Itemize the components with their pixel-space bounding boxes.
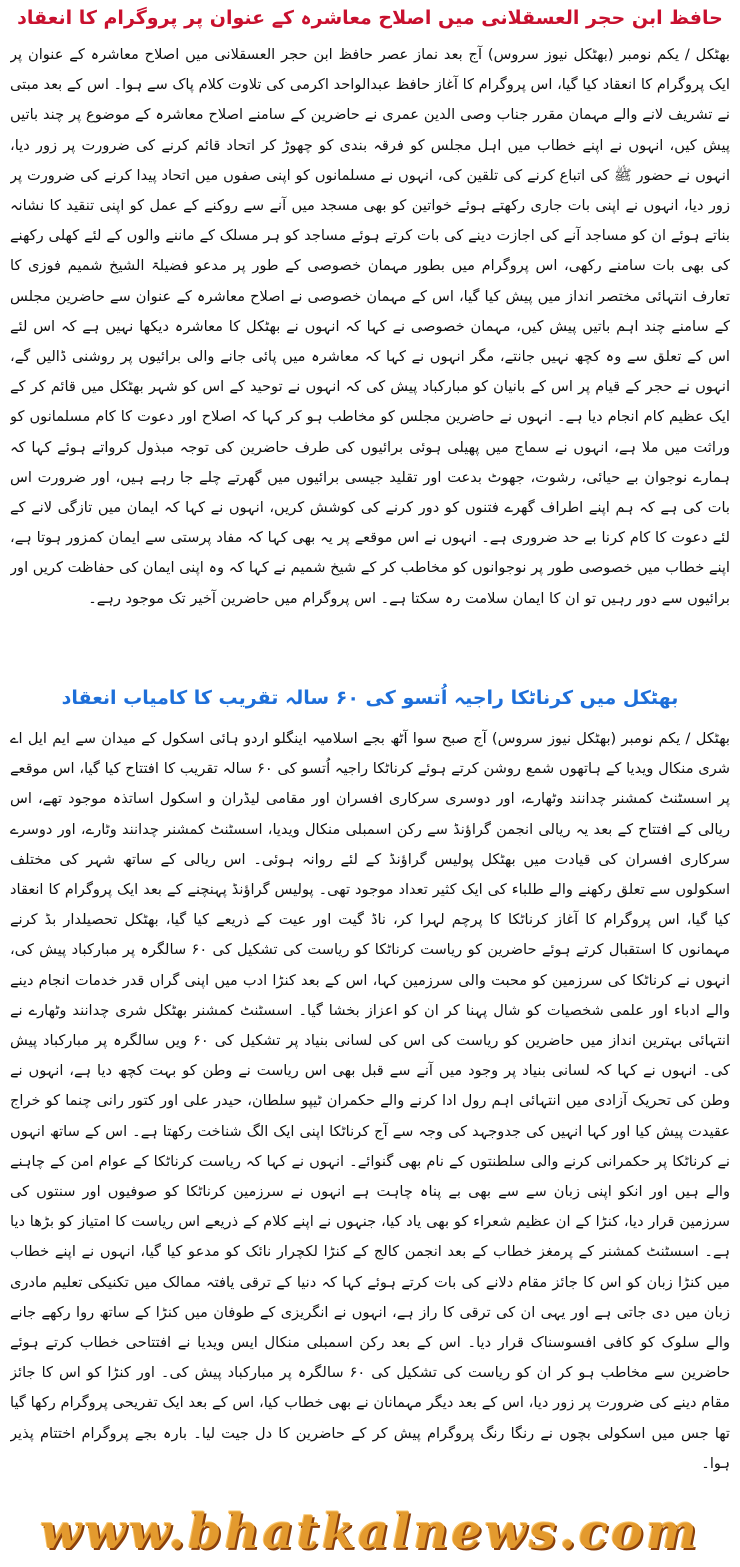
article-1-body: بھٹکل / یکم نومبر (بھٹکل نیوز سروس) آج بعد نماز عصر حافظ ابن حجر العسقلانی میں اصلاح معاشرہ کے عنوان پر ایک پروگرام کا انعقاد کیا گیا، اس پروگرام کا آغاز حافظ عبدالواحد اکرمی کی تلاوت کلام پاک سے ہوا۔ اس کے بعد مبتی نے تشریف لانے والے مہمان مقرر جناب وصی الدین عمری نے حاضرین کے سامنے اصلاح معاشرہ کے موضوع پر چند باتیں پیش کیں، انہوں نے اپنے خطاب میں اہل مجلس کو فرقہ بندی کو چھوڑ کر اتحاد قائم کرنے کی ضرورت پر زور دیا، انہوں نے حضور ﷺ کی اتباع کرنے کی تلقین کی، انہوں نے مسلمانوں کو اپنی صفوں میں اتحاد پیدا کرنے کی ضرورت پر زور دیا، انہوں نے اپنی بات جاری رکھتے ہوئے خواتین کو بھی مسجد میں آنے سے روکنے کے عمل کو اپنی تنقید کا نشانہ بناتے ہوئے ان کو مساجد آنے کی اجازت دینے کی بات کرتے ہوئے مساجد کو ہر مسلک کے ماننے والوں کے لئے کھلی رکھنے کی بھی بات سامنے رکھی، اس پروگرام میں بطور مہمان خصوصی کے طور پر مدعو فضیلۃ الشیخ شمیم فوزی کا تعارف انتہائی مختصر انداز میں پیش کیا گیا، اس کے مہمان خصوصی نے اصلاح معاشرہ کے عنوان سے حاضرین مجلس کے سامنے چند اہم باتیں پیش کیں، مہمان خصوصی نے کہا کہ انہوں نے بھٹکل کا معاشرہ دیکھا نہیں ہے کہ اس لئے اس کے تعلق سے وہ کچھ نہیں جانتے، مگر انہوں نے کہا کہ معاشرہ میں پائی جانے والی برائیوں پر روشنی ڈالیں گے، انہوں نے حجر کے قیام پر اس کے بانیان کو مبارکباد پیش کی کہ انہوں نے توحید کے اس کو شہر بھٹکل میں قائم کر کے ایک عظیم کام انجام دیا ہے۔ انہوں نے حاضرین مجلس کو مخاطب ہو کر کہا کہ اصلاح اور دعوت کا کام مسلمانوں کو وراثت میں ملا ہے، انہوں نے سماج میں پھیلی ہوئی برائیوں کی طرف حاضرین کی توجہ مبذول کرواتے ہوئے کہا کہ ہمارے نوجوان بے حیائی، رشوت، جھوٹ بدعت اور تقلید جیسی برائیوں میں گھرتے چلے جا رہے ہیں، اور ضرورت اس بات کی ہے کہ ہم اپنے اطراف گھرے فتنوں کو دور کرنے کی کوشش کریں، انہوں نے کہا کہ ایمان میں تازگی لانے کے لئے دعوت کا کام کرنا بے حد ضروری ہے۔ انہوں نے اس موقعے پر یہ بھی کہا کہ مفاد پرستی سے ایمان کمزور ہوتا ہے، اپنے خطاب میں خصوصی طور پر نوجوانوں کو مخاطب کر کے شیخ شمیم نے کہا کہ وہ اپنی ایمان کی حفاظت کریں اور برائیوں سے دور رہیں تو ان کا ایمان سلامت رہ سکتا ہے۔ اس پروگرام میں حاضرین آخیر تک موجود رہے۔ bbox=[10, 46, 730, 607]
article-2-headline: بھٹکل میں کرناٹکا راجیہ اُتسو کی ۶۰ سالہ تقریب کا کامیاب انعقاد bbox=[61, 687, 679, 709]
article-1-headline: حافظ ابن حجر العسقلانی میں اصلاح معاشرہ کے عنوان پر پروگرام کا انعقاد bbox=[17, 7, 723, 29]
site-watermark: www.bhatkalnews.com bbox=[40, 1504, 700, 1560]
article-2-body: بھٹکل / یکم نومبر (بھٹکل نیوز سروس) آج صبح سوا آٹھ بجے اسلامیہ اینگلو اردو ہائی اسکول کے میدان سے ایم ایل اے شری منکال ویدیا کے ہاتھوں شمع روشن کرتے ہوئے کرناٹکا راجیہ اُتسو کی ۶۰ سالہ تقریب کا افتتاح کیا گیا، اس موقعے پر اسسٹنٹ کمشنر چدانند وٹھارے، اور دوسری سرکاری افسران اور مقامی لیڈران و اسکول اساتذہ موجود تھے، اس ریالی کے افتتاح کے بعد یہ ریالی انجمن گراؤنڈ سے رکن اسمبلی منکال ویدیا، اسسٹنٹ کمشنر چدانند وٹارے، اور دوسرے سرکاری افسران کی قیادت میں بھٹکل پولیس گراؤنڈ کے لئے روانہ ہوئی۔ اس ریالی کے ساتھ شہر کی مختلف اسکولوں سے تعلق رکھنے والے طلباء کی ایک کثیر تعداد موجود تھی۔ پولیس گراؤنڈ پہنچنے کے بعد ایک پروگرام کا انعقاد کیا گیا، اس پروگرام کا آغاز کرناٹکا کا پرچم لہرا کر، ناڈ گیت اور عیت کے ذریعے کیا گیا، بھٹکل تحصیلدار بڈ کرنے مہمانوں کا استقبال کرتے ہوئے حاضرین کو ریاست کرناٹکا کو ریاست کی تشکیل کی ۶۰ سالگرہ پر مبارکباد پیش کی، انہوں نے کرناٹکا کی سرزمین کو محبت والی سرزمین کہا، اس کے بعد کنڑا ادب میں اپنی گراں قدر خدمات انجام دینے والے ادباء اور علمی شخصیات کو شال پہنا کر ان کو اعزاز بخشا گیا۔ اسسٹنٹ کمشنر بھٹکل شری چدانند وٹھارے نے انتہائی بہترین انداز میں حاضرین کو ریاست کی اس کی لسانی بنیاد پر تشکیل کی ۶۰ ویں سالگرہ پر مبارکباد پیش کی۔ انہوں نے کہا کہ لسانی بنیاد پر وجود میں آنے سے قبل بھی اس ریاست نے وطن کو بہت کچھ دیا ہے، انہوں نے وطن کی تحریک آزادی میں انتہائی اہم رول ادا کرنے والے حکمران ٹیپو سلطان، حیدر علی اور کتور رانی چنما کو خراج عقیدت پیش کیا اور کہا انہیں کی جدوجہد کی وجہ سے آج کرناٹکا اپنی ایک الگ شناخت رکھتا ہے۔ اس کے ساتھ انہوں نے کرناٹکا پر حکمرانی کرنے والی سلطنتوں کے نام بھی گنوائے۔ انہوں نے کہا کہ ریاست کرناٹکا کے عوام امن کے چاہنے والے ہیں اور انکو اپنی زبان سے سے بھی بے پناہ چاہت ہے انہوں نے سرزمین کرناٹکا کو صوفیوں اور سنتوں کی سرزمین قرار دیا، کنڑا کے ان عظیم شعراء کو بھی یاد کیا، جنہوں نے اپنے کلام کے ذریعے اس ریاست کا امتیاز کو بڑھا دیا ہے۔ اسسٹنٹ کمشنر کے پرمغز خطاب کے بعد انجمن کالج کے کنڑا لکچرار نائک کو مدعو کیا گیا، انہوں نے اپنے خطاب میں کنڑا زبان کو اس کا جائز مقام دلانے کی بات کرتے ہوئے کہا کہ دنیا کے ترقی یافتہ ممالک میں تکنیکی تعلیم مادری زبان میں دی جاتی ہے اور یہی ان کی ترقی کا راز ہے، انہوں نے انگریزی کے طوفان میں کنڑا کے ساتھ روا رکھے جانے والے سلوک کو کافی افسوسناک قرار دیا۔ اس کے بعد رکن اسمبلی منکال ایس ویدیا نے افتتاحی خطاب کرتے ہوئے حاضرین سے مخاطب ہو کر ان کو ریاست کی تشکیل کی ۶۰ سالگرہ پر مبارکباد پیش کی۔ اور کنڑا کو اس کا جائز مقام دینے کی ضرورت پر زور دیا، اس کے بعد دیگر مہمانان نے بھی خطاب کیا، اس کے بعد ایک تفریحی پروگرام رکھا گیا تھا جس میں اسکولی بچوں نے رنگا رنگ پروگرام پیش کر کے حاضرین کا دل جیت لیا۔ بارہ بجے پروگرام اختتام پذیر ہوا۔ bbox=[10, 730, 730, 1472]
